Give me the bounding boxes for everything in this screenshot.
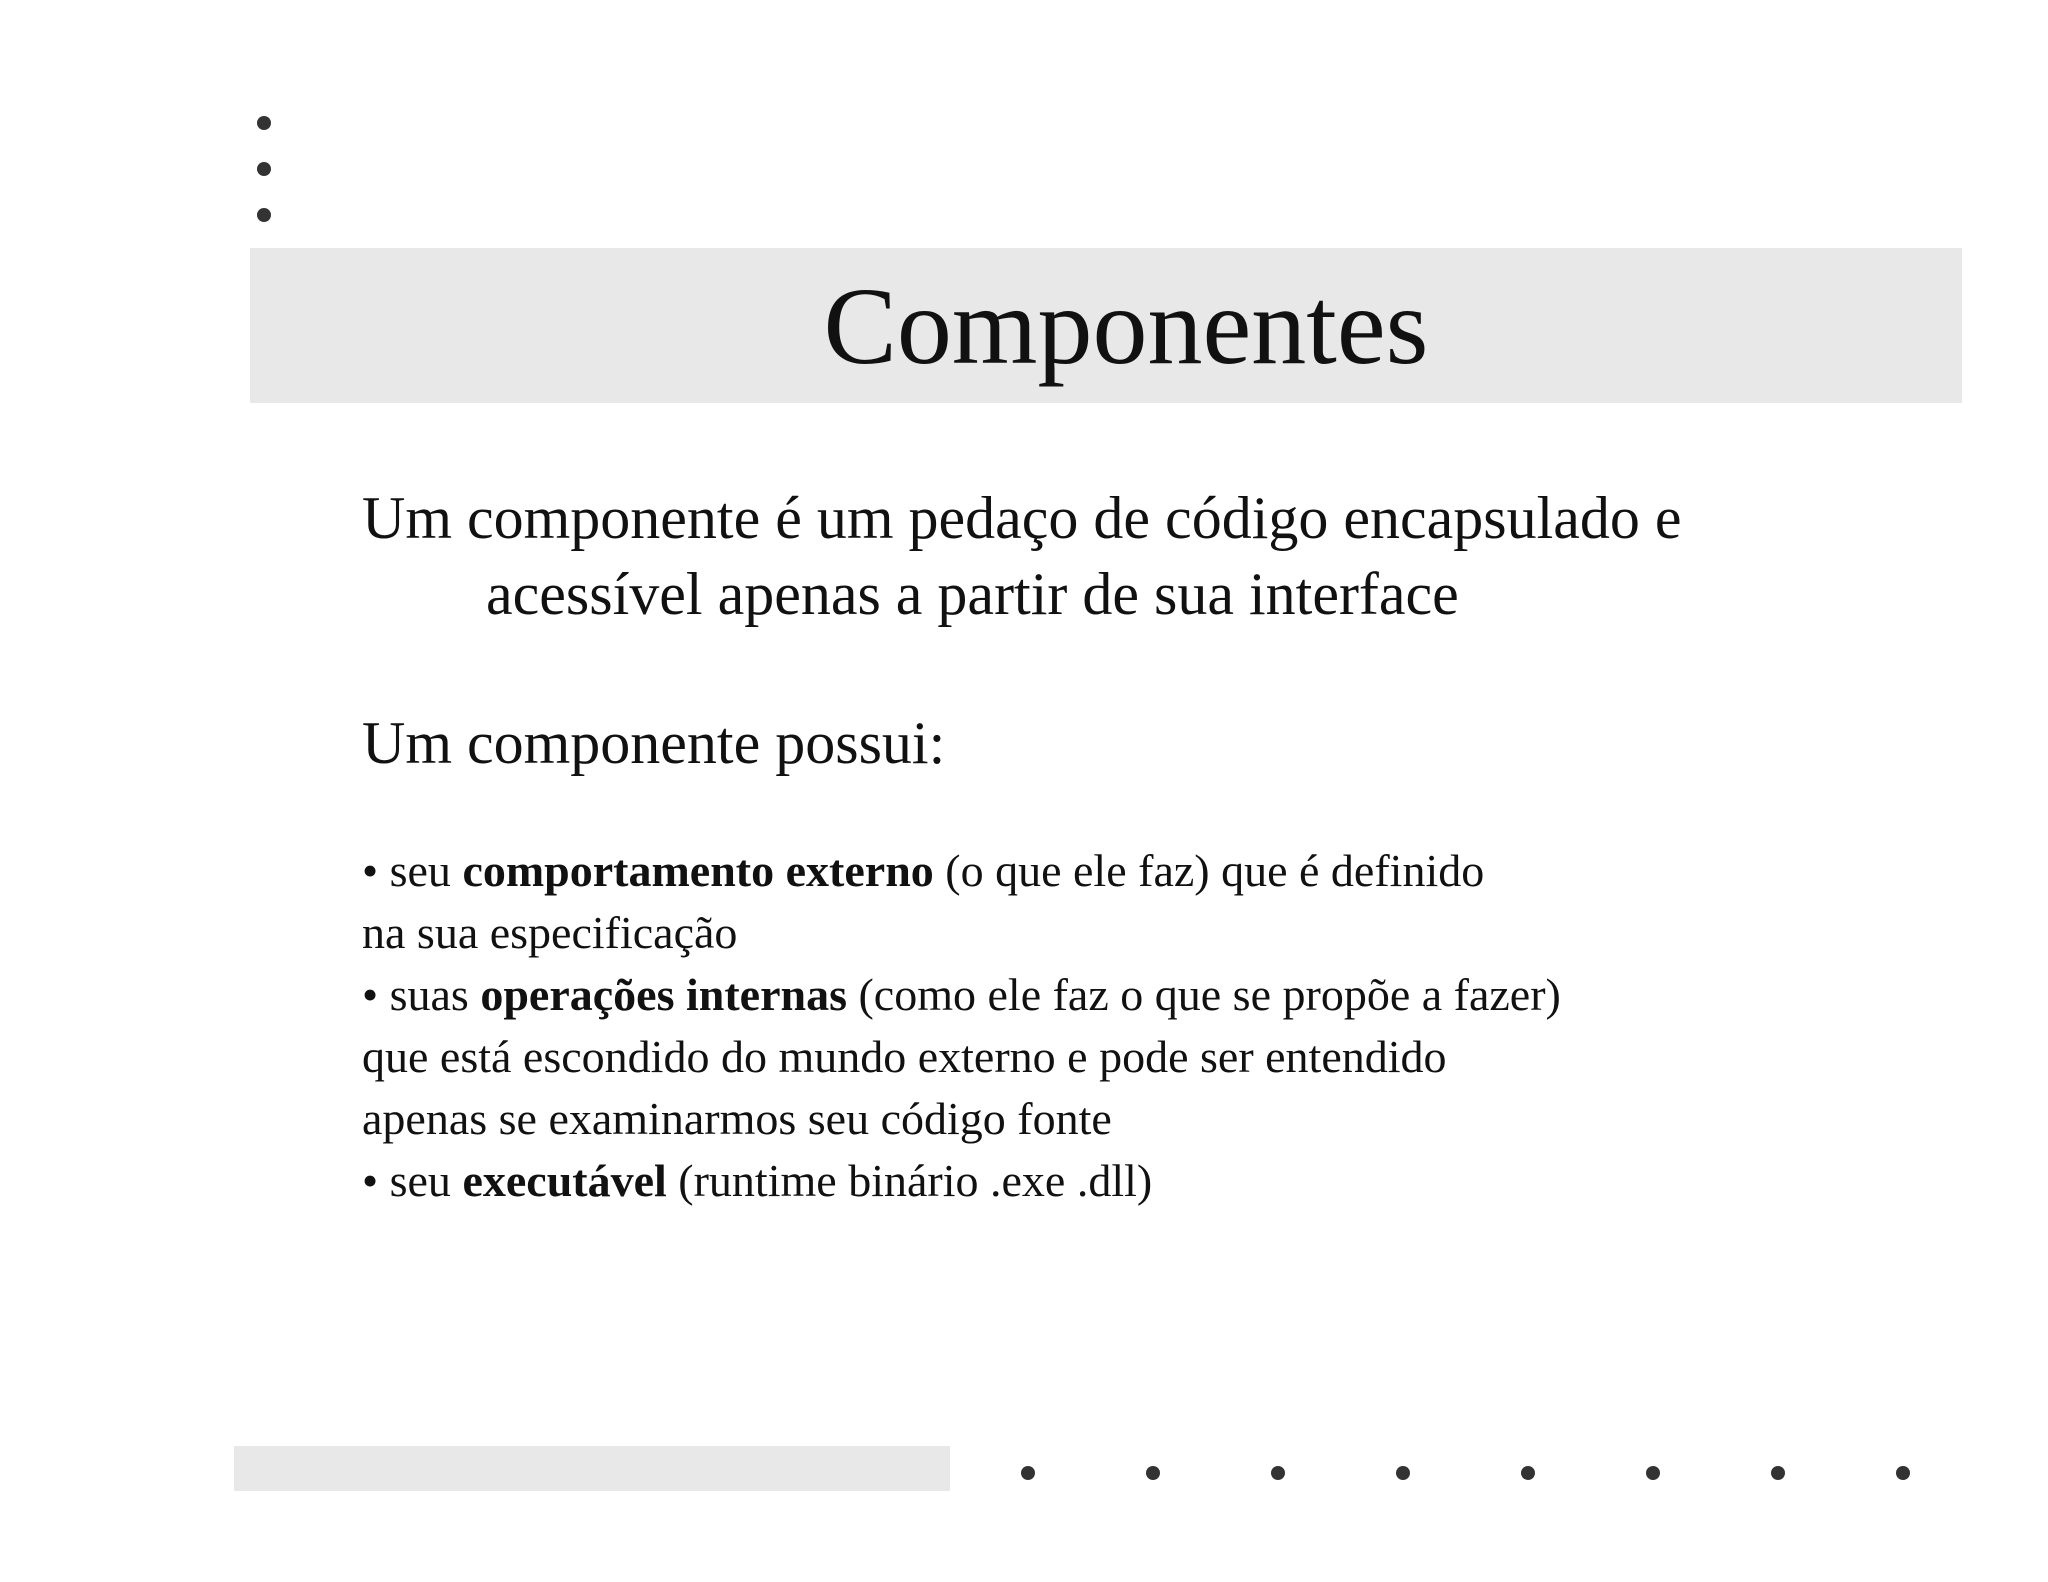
bullet-continuation: apenas se examinarmos seu código fonte: [362, 1093, 1112, 1144]
intro-line-1: Um componente é um pedaço de código encapsulado e: [362, 485, 1682, 551]
decor-dot-bottom-6: [1646, 1466, 1660, 1480]
bullet-item-internal-operations: [362, 964, 1842, 1026]
bullet-item-external-behavior: [362, 840, 1842, 902]
decor-dot-bottom-2: [1146, 1466, 1160, 1480]
bottom-band: [234, 1446, 950, 1491]
slide-title: Componentes: [823, 264, 1429, 387]
decor-dot-top-3: [257, 208, 271, 222]
bullet-bold-term: operações internas: [480, 969, 847, 1020]
decor-dot-top-1: [257, 116, 271, 130]
bullet-list: [362, 840, 1842, 1212]
bullet-description: (runtime binário .exe .dll): [666, 1155, 1153, 1206]
decor-dot-bottom-8: [1896, 1466, 1910, 1480]
bullet-description: (o que ele faz) que é definido: [933, 845, 1485, 896]
bullet-continuation: que está escondido do mundo externo e pode ser entendido: [362, 1031, 1447, 1082]
bullet-prefix: • suas: [362, 969, 481, 1020]
decor-dot-bottom-4: [1396, 1466, 1410, 1480]
bullet-item-executable: [362, 1150, 1842, 1212]
decor-dot-bottom-3: [1271, 1466, 1285, 1480]
bullet-continuation: na sua especificação: [362, 907, 738, 958]
intro-line-2: acessível apenas a partir de sua interface: [486, 561, 1459, 627]
bullet-prefix: • seu: [362, 1155, 463, 1206]
decor-dot-top-2: [257, 162, 271, 176]
decor-dot-bottom-5: [1521, 1466, 1535, 1480]
bullet-prefix: • seu: [362, 845, 463, 896]
decor-dot-bottom-1: [1021, 1466, 1035, 1480]
decor-dot-bottom-7: [1771, 1466, 1785, 1480]
title-band: [250, 248, 1962, 403]
components-have-label: Um componente possui:: [362, 710, 946, 776]
bullet-bold-term: comportamento externo: [462, 845, 934, 896]
bullet-bold-term: executável: [462, 1155, 667, 1206]
bullet-description: (como ele faz o que se propõe a fazer): [846, 969, 1561, 1020]
intro-paragraph: [362, 480, 1782, 632]
